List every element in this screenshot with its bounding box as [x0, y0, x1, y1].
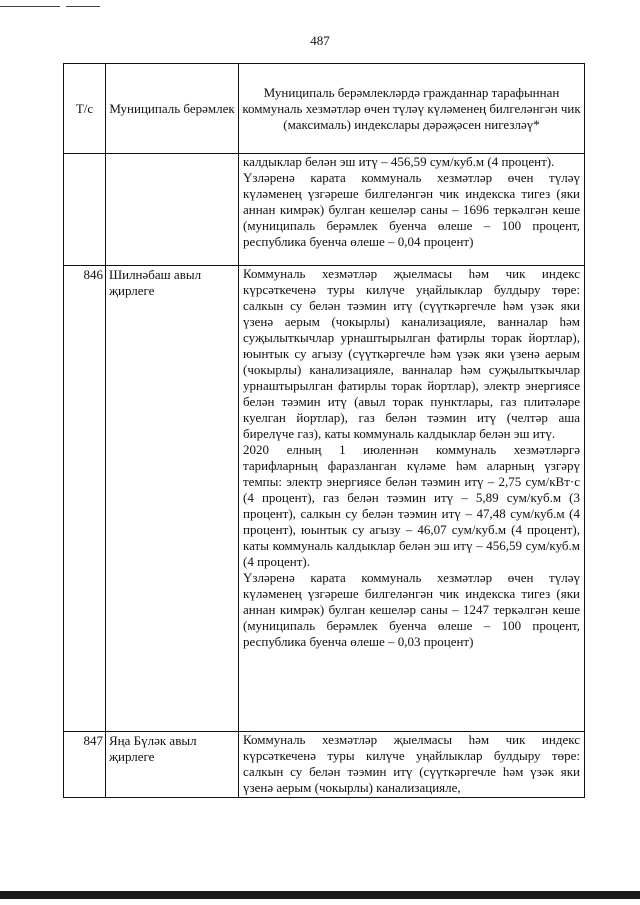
row-number	[64, 154, 106, 266]
table-row	[64, 154, 585, 266]
table-row	[64, 732, 585, 798]
paragraph: Коммуналь хезмәтләр җыелмасы һәм чик индекс күрсәткеченә туры килүче уңайлыклар булдыру төре: салкын су белән тәэмин итү (сүүткәргечле һәм үзәк яки үзенә аерым (чокырлы) канализацияле, ванналар һәм суҗылыткычлар урнаштырылган фатирлы торак йортлар), юынтык су агызу (сүүткәргечле һәм үзәк яки үзенә аерым (чокырлы) канализацияле, ванналар һәм суҗылыткычлар урнаштырылган фатирлы торак йортлар), электр энергиясе белән тәэмин итү (авыл торак пунктлары, газ плитәләре куелган йортлар), газ белән тәэмин итү (челтәр аша бирелүче газ), каты коммуналь калдыклар белән эш итү.	[243, 266, 580, 441]
row-municipality: Шилнәбаш авыл җирлеге	[106, 266, 239, 732]
header-municipality: Муниципаль берәмлек	[106, 64, 239, 154]
paragraph: Коммуналь хезмәтләр җыелмасы һәм чик индекс күрсәткеченә туры килүче уңайлыклар булдыру төре: салкын су белән тәэмин итү (сүүткәргечле һәм үзәк яки үзенә аерым (чокырлы) канализацияле,	[243, 732, 580, 795]
row-text	[239, 154, 585, 266]
header-justification: Муниципаль берәмлекләрдә гражданнар тарафыннан коммуналь хезмәтләр өчен түләү күләменең билгеләнгән чик (максималь) индекслары дәрәҗәсен нигезләү*	[239, 64, 585, 154]
scan-bottom-edge	[0, 891, 640, 899]
paragraph: 2020 елның 1 июленнән коммуналь хезмәтләргә тарифларның фаразланган күләме һәм аларның үзгәрү темпы: электр энергиясе белән тәэмин итү – 2,75 сум/кВт·с (4 процент), газ белән тәэмин итү – 5,89 сум/куб.м (3 процент), салкын су белән тәэмин итү – 47,48 сум/куб.м (4 процент), юынтык су агызу – 46,07 сум/куб.м (4 процент), каты коммуналь калдыклар белән эш итү – 456,59 сум/куб.м (4 процент).	[243, 442, 580, 569]
paragraph: калдыклар белән эш итү – 456,59 сум/куб.м (4 процент).	[243, 154, 555, 169]
header-number: Т/с	[64, 64, 106, 154]
row-text	[239, 266, 585, 732]
row-municipality: Яңа Бүләк авыл җирлеге	[106, 732, 239, 798]
table-header-row	[64, 64, 585, 154]
row-municipality	[106, 154, 239, 266]
page-number: 487	[310, 33, 330, 48]
row-text	[239, 732, 585, 798]
paragraph: Үзләренә карата коммуналь хезмәтләр өчен түләү күләменең үзгәреше билгеләнгән чик индекска тигез (яки аннан кимрәк) булган кешеләр саны – 1696 теркәлгән кеше (муниципаль берәмлек буенча өлеше – 100 процент, республика буенча өлеше – 0,04 процент)	[243, 170, 580, 249]
paragraph: Үзләренә карата коммуналь хезмәтләр өчен түләү күләменең үзгәреше билгеләнгән чик индекска тигез (яки аннан кимрәк) булган кешеләр саны – 1247 теркәлгән кеше (муниципаль берәмлек буенча өлеше – 100 процент, республика буенча өлеше – 0,03 процент)	[243, 570, 580, 649]
row-number: 847	[64, 732, 106, 798]
row-number: 846	[64, 266, 106, 732]
table-row	[64, 266, 585, 732]
scan-edge-line	[0, 6, 640, 7]
tariff-table	[63, 63, 585, 798]
